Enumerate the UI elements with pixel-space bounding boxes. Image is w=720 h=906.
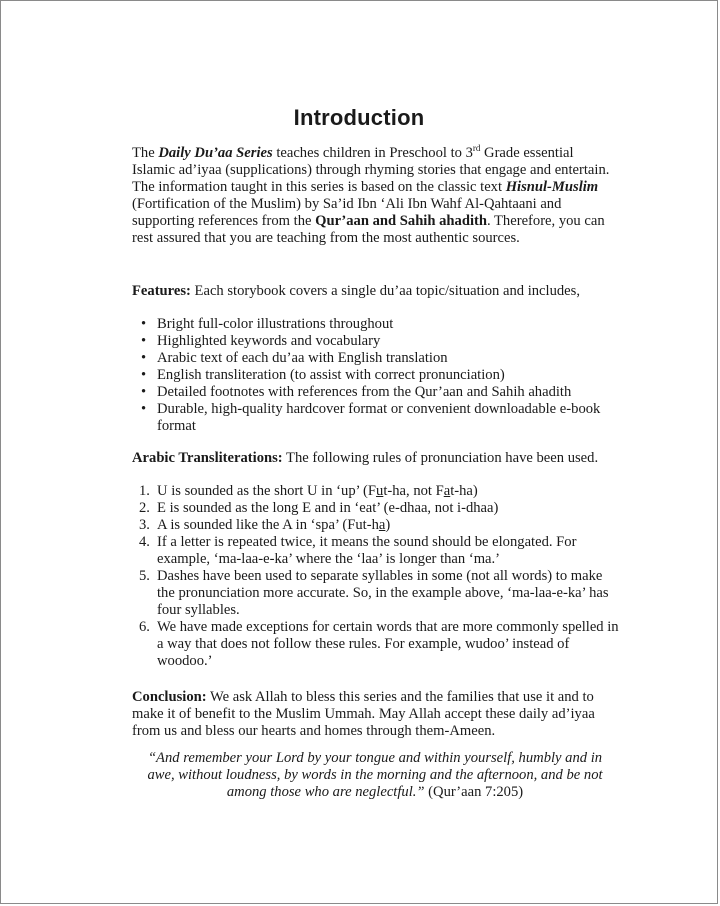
list-item xyxy=(132,316,620,333)
bullet-icon: • xyxy=(141,350,147,366)
underlined-letter: u xyxy=(376,483,384,499)
conclusion-label: Conclusion: xyxy=(132,689,207,705)
quote-text: “And remember your Lord by your tongue and within yourself, humbly and in awe, without loudness, by words in the morning and the afternoon, and be not among those who are neglectful.” xyxy=(147,750,603,800)
rule-text: ) xyxy=(385,517,391,533)
list-item xyxy=(132,333,620,350)
feature-text: English transliteration (to assist with correct pronunciation) xyxy=(157,367,505,383)
rule-text: t-ha) xyxy=(450,483,478,499)
sources-bold: Qur’aan and Sahih ahadith xyxy=(315,213,487,229)
list-item xyxy=(132,384,620,401)
book-name: Hisnul-Muslim xyxy=(505,179,599,195)
intro-text-a: The xyxy=(132,145,159,161)
rule-number: 1. xyxy=(139,483,150,499)
feature-text: Durable, high-quality hardcover format or convenient downloadable e-book format xyxy=(157,401,601,434)
quote-reference: (Qur’aan 7:205) xyxy=(424,784,524,800)
rule-text: Dashes have been used to separate syllables in some (not all words) to make the pronunciation more accurate. So, in the example above, ‘ma-laa-e-ka’ has four syllables. xyxy=(157,568,609,618)
rule-text: E is sounded as the long E and in ‘eat’ (e-dhaa, not i-dhaa) xyxy=(157,500,499,516)
conclusion-paragraph xyxy=(132,689,620,740)
feature-text: Highlighted keywords and vocabulary xyxy=(157,333,381,349)
bullet-icon: • xyxy=(141,316,147,332)
underlined-letter: a xyxy=(378,517,386,533)
series-name: Daily Du’aa Series xyxy=(158,145,273,161)
features-label: Features: xyxy=(132,283,191,299)
page-title: Introduction xyxy=(293,105,425,130)
intro-paragraph xyxy=(132,145,620,247)
feature-text: Detailed footnotes with references from the Qur’aan and Sahih ahadith xyxy=(157,384,572,400)
transliterations-intro xyxy=(132,450,620,467)
bullet-icon: • xyxy=(141,333,147,349)
bullet-icon: • xyxy=(141,367,147,383)
rule-text: U is sounded as the short U in ‘up’ (F xyxy=(157,483,377,499)
grade-superscript: rd xyxy=(472,143,481,153)
bullet-icon: • xyxy=(141,384,147,400)
rule-number: 3. xyxy=(139,517,150,533)
feature-text: Arabic text of each du’aa with English translation xyxy=(157,350,448,366)
list-item xyxy=(132,483,620,500)
rule-text: We have made exceptions for certain words that are more commonly spelled in a way that does not follow these rules. For example, wudoo’ instead of woodoo.’ xyxy=(157,619,619,669)
intro-text-e: . Therefore, you can rest assured that you are teaching from the most authentic sources. xyxy=(132,213,605,246)
features-intro xyxy=(132,283,620,300)
list-item xyxy=(132,350,620,367)
list-item xyxy=(132,401,620,435)
list-item xyxy=(132,367,620,384)
feature-text: Bright full-color illustrations throughout xyxy=(157,316,394,332)
transliterations-text: The following rules of pronunciation have been used. xyxy=(282,450,599,466)
intro-text-b: teaches children in Preschool to 3 xyxy=(272,145,473,161)
list-item xyxy=(132,568,620,619)
rule-number: 4. xyxy=(139,534,150,550)
features-text: Each storybook covers a single du’aa topic/situation and includes, xyxy=(190,283,580,299)
rule-number: 5. xyxy=(139,568,150,584)
conclusion-text: We ask Allah to bless this series and the families that use it and to make it of benefit to the Muslim Ummah. May Allah accept these daily ad’iyaa from us and bless our hearts and homes through them-Ameen. xyxy=(132,689,595,739)
rule-number: 2. xyxy=(139,500,150,516)
features-list xyxy=(132,316,620,435)
rule-text: A is sounded like the A in ‘spa’ (Fut-h xyxy=(157,517,379,533)
rule-text: t-ha, not F xyxy=(383,483,444,499)
transliterations-label: Arabic Transliterations: xyxy=(132,450,283,466)
rule-number: 6. xyxy=(139,619,150,635)
rules-list xyxy=(132,483,620,670)
intro-text-d: (Fortification of the Muslim) by Sa’id Ibn ‘Ali Ibn Wahf Al-Qahtaani and supporting references from the xyxy=(132,196,562,229)
rule-text: If a letter is repeated twice, it means the sound should be elongated. For example, ‘ma-laa-e-ka’ where the ‘laa’ is longer than ‘ma.’ xyxy=(157,534,577,567)
bullet-icon: • xyxy=(141,401,147,417)
closing-quote xyxy=(145,750,605,801)
list-item xyxy=(132,619,620,670)
list-item xyxy=(132,517,620,534)
list-item xyxy=(132,534,620,568)
underlined-letter: a xyxy=(443,483,451,499)
intro-text-c: Grade essential Islamic ad’iyaa (supplications) through rhyming stories that engage and entertain. The information taught in this series is based on the classic text xyxy=(132,145,610,195)
list-item xyxy=(132,500,620,517)
